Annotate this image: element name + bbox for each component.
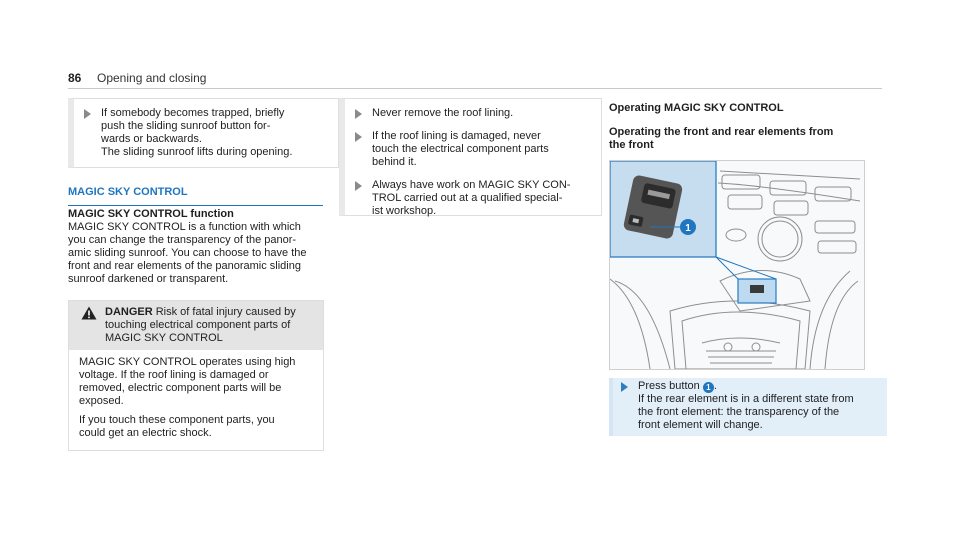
instruction-box-roof-lining (339, 98, 602, 216)
step-arrow-icon (355, 132, 362, 142)
step-text: Never remove the roof lining. (372, 107, 514, 119)
section-heading: MAGIC SKY CONTROL (68, 186, 323, 206)
step-prefix: Press button (638, 380, 703, 392)
page-number: 86 (68, 71, 82, 85)
step-text: If the roof lining is damaged, never touch the electrical component parts behind it. (372, 130, 549, 168)
danger-heading-text (105, 306, 296, 345)
danger-header (69, 301, 323, 350)
step-suffix: . (713, 380, 717, 392)
inline-callout-badge: 1 (703, 382, 714, 393)
callout-badge-number: 1 (685, 223, 691, 234)
list-item (84, 107, 332, 159)
list-item (355, 130, 595, 169)
overhead-panel-drawing (610, 161, 864, 369)
function-title: MAGIC SKY CONTROL function (68, 208, 234, 220)
danger-box (68, 300, 324, 451)
list-item (355, 179, 595, 218)
danger-summary: Risk of fatal injury caused by touching electrical component parts of MAGIC SKY CONTROL (105, 306, 296, 344)
header-rule (68, 88, 882, 89)
step-content (638, 380, 854, 432)
list-item (621, 380, 881, 432)
step-text: Always have work on MAGIC SKY CON- TROL carried out at a qualified special- ist workshop. (372, 179, 571, 217)
danger-paragraph: MAGIC SKY CONTROL operates using high voltage. If the roof lining is damaged or removed, electric component parts will be exposed. (79, 356, 296, 407)
instruction-callout (609, 378, 887, 436)
step-text: If somebody becomes trapped, briefly push the sliding sunroof button for- wards or backwards. The sliding sunroof lifts during opening. (101, 107, 293, 158)
overhead-control-illustration (609, 160, 865, 370)
step-first-line (638, 380, 854, 393)
step-arrow-icon (355, 109, 362, 119)
instruction-box-trapped (68, 98, 339, 168)
warning-triangle-icon (81, 306, 97, 320)
danger-label: DANGER (105, 306, 153, 318)
danger-body (69, 350, 323, 450)
step-arrow-icon (621, 382, 628, 392)
danger-paragraph: If you touch these component parts, you could get an electric shock. (79, 414, 275, 439)
function-description: MAGIC SKY CONTROL is a function with which you can change the transparency of the panor- amic sliding sunroof. You can choose to have the front and rear elements of the panoramic sliding sunroof darkened or transparent. (68, 221, 307, 285)
list-item (355, 107, 595, 120)
step-detail: If the rear element is in a different state from the front element: the transparency of the front element will change. (638, 393, 854, 431)
page-title: Opening and closing (97, 71, 207, 85)
operating-subheading: Operating the front and rear elements from the front (609, 126, 834, 151)
operating-heading: Operating MAGIC SKY CONTROL (609, 102, 784, 114)
step-arrow-icon (355, 181, 362, 191)
step-arrow-icon (84, 109, 91, 119)
